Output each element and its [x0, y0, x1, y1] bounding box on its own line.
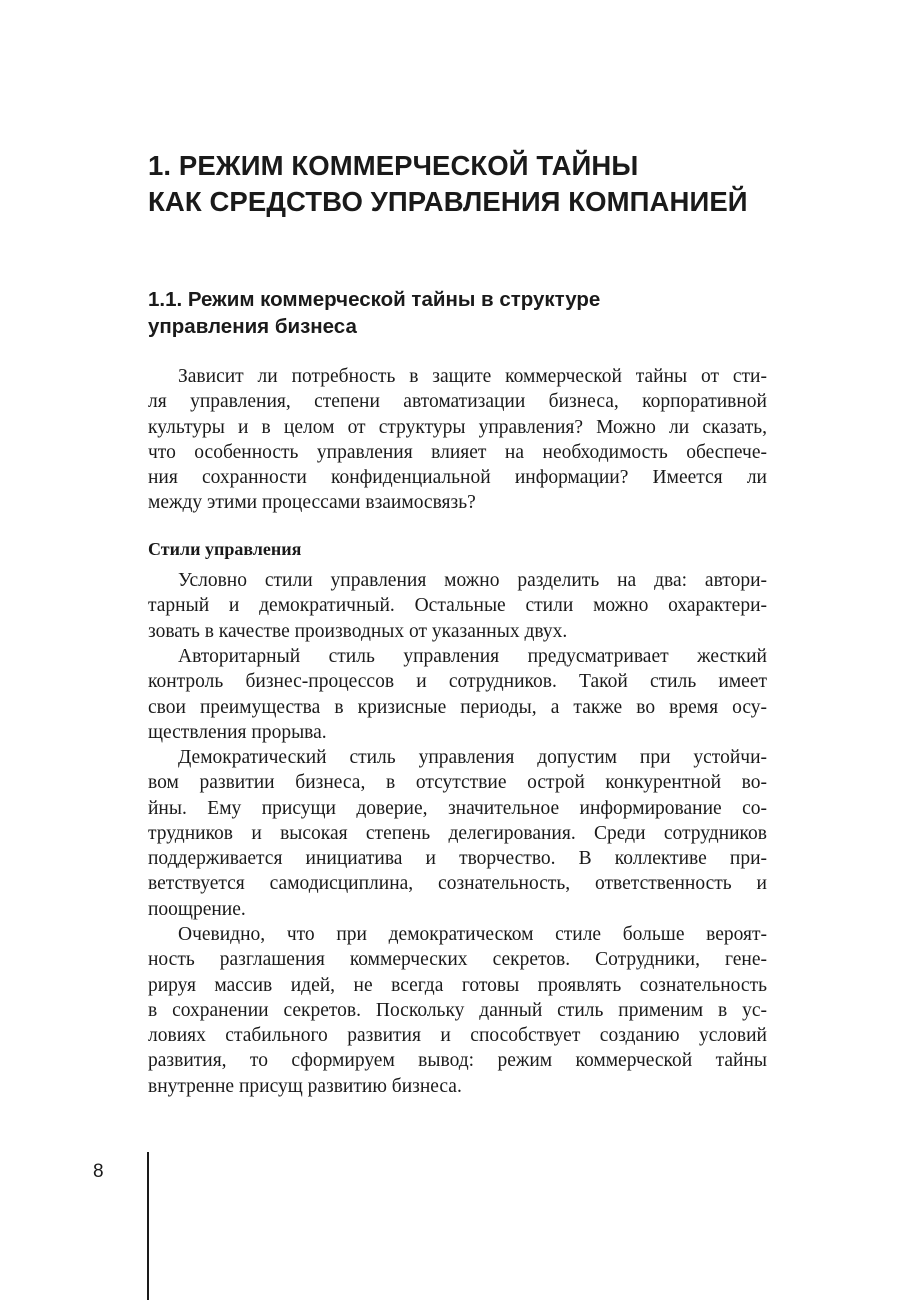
text-line: развития, то сформируем вывод: режим коммерческой тайны [148, 1050, 767, 1072]
text-line: Демократический стиль управления допустим при устойчи- [178, 747, 767, 768]
text-line: Зависит ли потребность в защите коммерческой тайны от сти- [178, 366, 767, 387]
text-line: культуры и в целом от структуры управления? Можно ли сказать, [148, 416, 767, 438]
text-line: Очевидно, что при демократическом стиле больше вероят- [178, 924, 767, 945]
text-line: Условно стили управления можно разделить на два: автори- [178, 570, 767, 591]
text-line: Авторитарный стиль управления предусматривает жесткий [178, 646, 767, 667]
text-line: ность разглашения коммерческих секретов. Сотрудники, гене- [148, 949, 767, 971]
paragraph-conclusion [148, 922, 767, 1099]
text-line: внутренне присущ развитию бизнеса. [148, 1075, 462, 1097]
paragraph-authoritarian [148, 644, 767, 745]
text-line: ветствуется самодисциплина, сознательность, ответственность и [148, 873, 767, 895]
text-line: зовать в качестве производных от указанных двух. [148, 620, 568, 642]
section-title-line: управления бизнеса [148, 315, 357, 338]
text-line: ния сохранности конфиденциальной информации? Имеется ли [148, 467, 767, 489]
chapter-title-line: КАК СРЕДСТВО УПРАВЛЕНИЯ КОМПАНИЕЙ [148, 186, 748, 217]
text-line: ловиях стабильного развития и способствует созданию условий [148, 1025, 767, 1047]
text-line: свои преимущества в кризисные периоды, а также во время осу- [148, 696, 767, 718]
section-title [148, 286, 768, 340]
text-line: что особенность управления влияет на необходимость обеспече- [148, 441, 767, 463]
paragraph-democratic [148, 745, 767, 922]
page-number: 8 [93, 1161, 104, 1182]
text-line: в сохранении секретов. Поскольку данный стиль применим в ус- [148, 999, 767, 1021]
text-line: рируя массив идей, не всегда готовы проявлять сознательность [148, 974, 767, 996]
text-line: вом развитии бизнеса, в отсутствие острой конкурентной во- [148, 772, 767, 794]
text-line: ществления прорыва. [148, 721, 327, 743]
intro-paragraph [148, 364, 767, 516]
text-line: контроль бизнес-процессов и сотрудников. Такой стиль имеет [148, 671, 767, 693]
text-line: ля управления, степени автоматизации бизнеса, корпоративной [148, 391, 767, 413]
text-line: йны. Ему присущи доверие, значительное информирование со- [148, 797, 767, 819]
subsection-heading: Стили управления [148, 539, 302, 559]
margin-rule [147, 1152, 149, 1300]
text-line: поддерживается инициатива и творчество. В коллективе при- [148, 848, 767, 870]
paragraph-styles-overview [148, 568, 767, 644]
chapter-title [148, 148, 788, 220]
text-line: поощрение. [148, 898, 246, 920]
text-line: между этими процессами взаимосвязь? [148, 492, 476, 514]
section-title-line: 1.1. Режим коммерческой тайны в структуре [148, 288, 601, 311]
text-line: тарный и демократичный. Остальные стили можно охарактери- [148, 595, 767, 617]
chapter-title-line: 1. РЕЖИМ КОММЕРЧЕСКОЙ ТАЙНЫ [148, 150, 639, 181]
text-line: трудников и высокая степень делегирования. Среди сотрудников [148, 822, 767, 844]
